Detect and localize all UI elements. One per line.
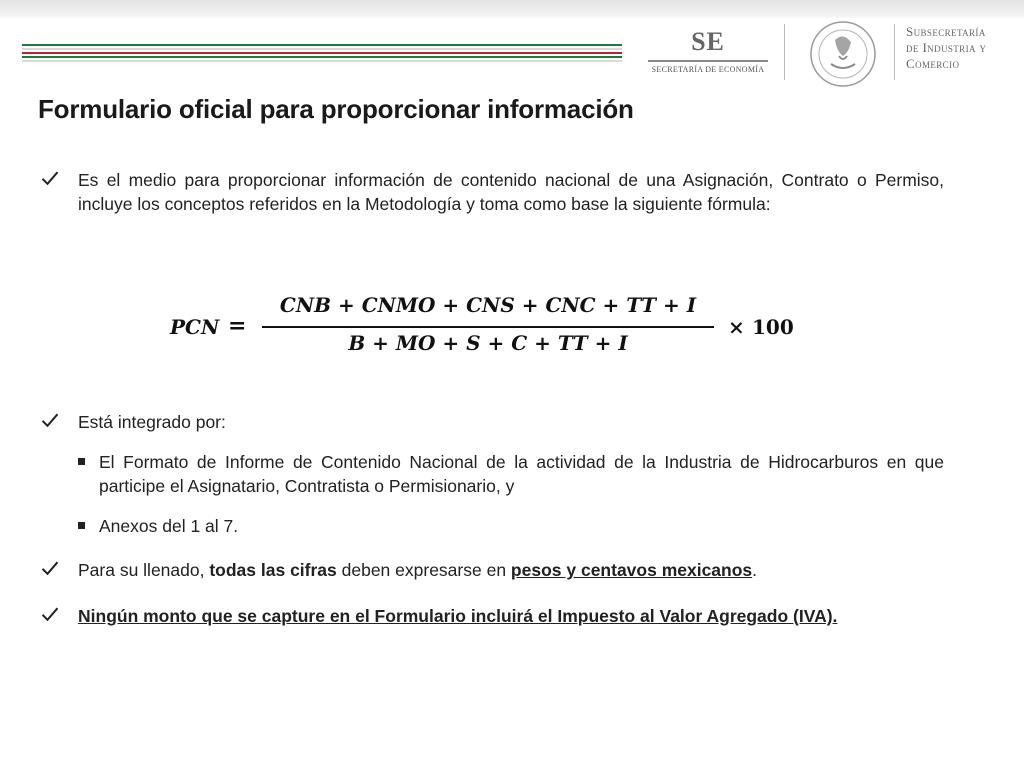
- emphasis-underlined-text: pesos y centavos mexicanos: [510, 560, 753, 580]
- se-abbreviation: SE: [691, 27, 725, 56]
- subsecretaria-name: [906, 24, 1024, 72]
- pcn-formula: [170, 293, 810, 363]
- sub-bullet-item: [78, 514, 944, 538]
- top-band: [0, 0, 1024, 18]
- bullet-text: Está integrado por:: [78, 412, 226, 432]
- bullet-item: [38, 410, 944, 434]
- se-logo: [648, 28, 768, 74]
- subsecretaria-line: de Industria y: [906, 40, 987, 55]
- national-seal-icon: [809, 20, 877, 88]
- institution-header: [624, 18, 1024, 88]
- subsecretaria-line: Subsecretaría: [906, 24, 986, 39]
- square-bullet-icon: [78, 522, 85, 529]
- stripe: [22, 56, 622, 58]
- subsecretaria-line: Comercio: [906, 56, 960, 71]
- checkmark-icon: [38, 604, 62, 624]
- formula-denominator: 𝑩 + 𝑴𝑶 + 𝑺 + 𝑪 + 𝑻𝑻 + 𝑰: [348, 331, 628, 355]
- stripe: [22, 48, 622, 50]
- iva-notice: Ningún monto que se capture en el Formulario incluirá el Impuesto al Valor Agregado (IVA).: [78, 606, 838, 626]
- formula-equals: =: [228, 313, 247, 339]
- fraction-bar: [262, 326, 714, 328]
- bullet-text: Es el medio para proporcionar información de contenido nacional de una Asignación, Contrato o Permiso, incluye los conceptos referidos en la Metodología y toma como base la siguiente fórmula:: [78, 170, 944, 214]
- checkmark-icon: [38, 558, 62, 578]
- formula-multiplier: 𝟏𝟎𝟎: [752, 315, 794, 339]
- bullet-text: [78, 558, 944, 582]
- formula-times: ×: [728, 315, 745, 339]
- emphasis-text: todas las cifras: [209, 560, 337, 580]
- bullet-text: [78, 604, 944, 628]
- se-rule: [648, 60, 768, 62]
- bullet-item: [38, 604, 944, 628]
- stripe: [22, 44, 622, 46]
- stripe: [22, 60, 622, 62]
- sub-bullet-item: [78, 450, 944, 498]
- slide-title: Formulario oficial para proporcionar información: [38, 94, 634, 124]
- flag-stripes: [22, 44, 622, 64]
- checkmark-icon: [38, 168, 62, 188]
- checkmark-icon: [38, 410, 62, 430]
- sub-bullet-text: El Formato de Informe de Contenido Nacional de la actividad de la Industria de Hidrocarburos en que participe el Asignatario, Contratista o Permisionario, y: [99, 452, 944, 496]
- text-run: Para su llenado,: [78, 560, 210, 580]
- header-divider: [894, 24, 895, 80]
- text-run: .: [752, 560, 758, 580]
- square-bullet-icon: [78, 458, 85, 465]
- formula-lhs: 𝑷𝑪𝑵: [170, 315, 220, 339]
- se-name: SECRETARÍA DE ECONOMÍA: [651, 65, 765, 74]
- text-run: deben expresarse en: [336, 560, 511, 580]
- sub-bullet-text: Anexos del 1 al 7.: [99, 516, 239, 536]
- bullet-item: [38, 558, 944, 582]
- header-divider: [784, 24, 785, 80]
- bullet-item: [38, 168, 944, 216]
- stripe: [22, 52, 622, 54]
- formula-numerator: 𝑪𝑵𝑩 + 𝑪𝑵𝑴𝑶 + 𝑪𝑵𝑺 + 𝑪𝑵𝑪 + 𝑻𝑻 + 𝑰: [279, 293, 697, 317]
